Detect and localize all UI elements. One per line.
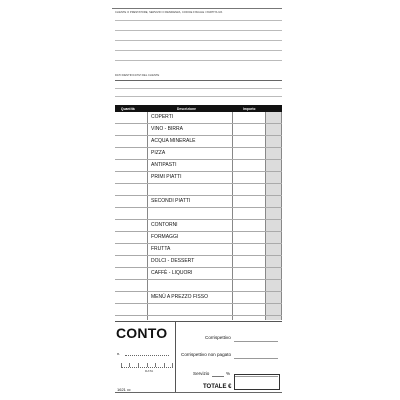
row-rule <box>115 219 282 220</box>
item-primi-piatti: PRIMI PIATTI <box>151 174 182 180</box>
servizio-percent-line <box>212 376 224 377</box>
conto-title: CONTO <box>116 325 168 341</box>
client-line-1 <box>115 80 282 81</box>
number-label: n. <box>117 351 121 356</box>
row-rule <box>115 123 282 124</box>
client-line-2 <box>115 88 282 89</box>
item-dolci-dessert: DOLCI - DESSERT <box>151 258 195 264</box>
item-contorni: CONTORNI <box>151 222 178 228</box>
issuer-line-5 <box>115 60 282 61</box>
row-rule <box>115 159 282 160</box>
date-line <box>121 367 173 368</box>
row-rule <box>115 279 282 280</box>
item-coperti: COPERTI <box>151 114 174 120</box>
corrispettivo-non-pagato-line <box>234 358 278 359</box>
corrispettivo-non-pagato-label: Corrispettivo non pagato <box>181 352 232 357</box>
totals-box <box>175 322 282 393</box>
column-divider-3 <box>265 112 266 320</box>
row-rule <box>115 315 282 316</box>
row-rule <box>115 303 282 304</box>
column-divider-2 <box>232 112 233 320</box>
client-label: DATI IDENTIFICATIVI DEL CLIENTE <box>115 74 160 77</box>
row-rule <box>115 183 282 184</box>
conto-section <box>115 321 282 393</box>
column-header-amount: Importo <box>243 106 256 111</box>
corrispettivo-line <box>234 341 278 342</box>
table-body <box>115 112 282 320</box>
row-rule <box>115 147 282 148</box>
receipt-form <box>112 8 282 392</box>
column-header-quantity: Quantità <box>121 106 135 111</box>
table-header <box>115 105 282 112</box>
item-menu-prezzo-fisso: MENÙ A PREZZO FISSO <box>151 294 208 300</box>
row-rule <box>115 207 282 208</box>
column-divider-1 <box>147 112 148 320</box>
form-code-suffix: 00 <box>127 388 131 392</box>
servizio-percent: % <box>226 371 231 376</box>
number-line <box>125 355 169 356</box>
totale-label: TOTALE € <box>203 384 232 390</box>
item-formaggi: FORMAGGI <box>151 234 179 240</box>
issuer-line-1 <box>115 20 282 21</box>
issuer-line-4 <box>115 50 282 51</box>
row-rule <box>115 291 282 292</box>
row-rule <box>115 267 282 268</box>
bottom-rule <box>115 392 282 393</box>
row-rule <box>115 195 282 196</box>
date-label: DATA <box>145 369 154 373</box>
row-rule <box>115 243 282 244</box>
column-header-description: Descrizione <box>177 106 196 111</box>
amount-shaded-column <box>265 112 282 320</box>
row-rule <box>115 231 282 232</box>
row-rule <box>115 255 282 256</box>
item-antipasti: ANTIPASTI <box>151 162 177 168</box>
issuer-note: CLIENTE O PRESTATORE, SERVIZIO O RESIDENZA, CODICE FISCALE / PARTITA IVA <box>115 11 223 14</box>
item-vino-birra: VINO - BIRRA <box>151 126 183 132</box>
column-divider-4 <box>281 112 282 320</box>
issuer-line-2 <box>115 30 282 31</box>
corrispettivo-label: Corrispettivo <box>205 335 231 340</box>
item-secondi-piatti: SECONDI PIATTI <box>151 198 191 204</box>
item-pizza: PIZZA <box>151 150 166 156</box>
top-rule <box>112 8 282 9</box>
issuer-line-3 <box>115 40 282 41</box>
item-acqua-minerale: ACQUA MINERALE <box>151 138 196 144</box>
item-caffe-liquori: CAFFÈ - LIQUORI <box>151 270 193 276</box>
row-rule <box>115 171 282 172</box>
item-frutta: FRUTTA <box>151 246 171 252</box>
servizio-label: Servizio <box>193 371 210 376</box>
row-rule <box>115 135 282 136</box>
form-code-number: 1621 <box>117 387 126 392</box>
totale-box <box>234 374 280 390</box>
client-line-3 <box>115 96 282 97</box>
